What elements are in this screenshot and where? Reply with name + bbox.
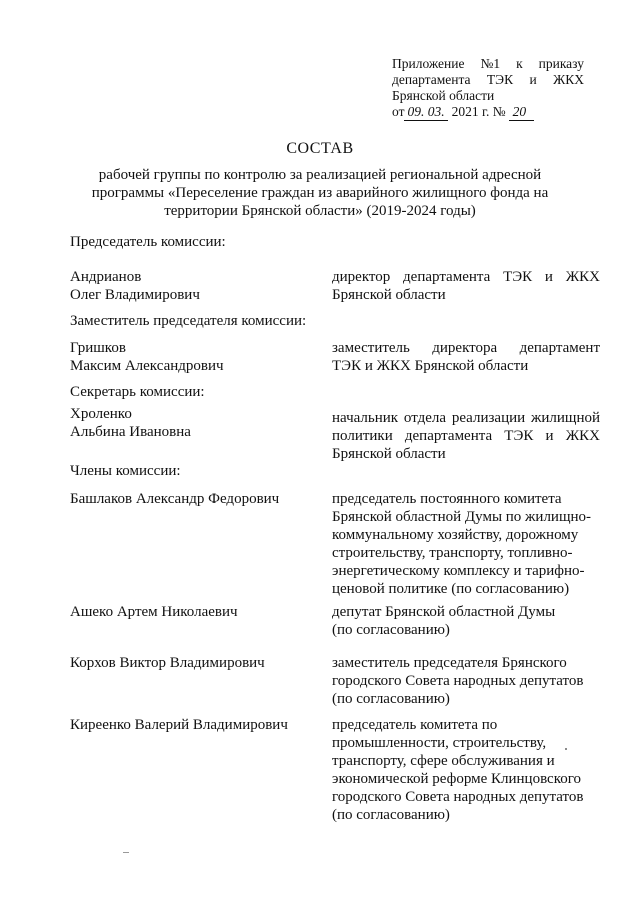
member-position: депутат Брянской областной Думы (по согласованию) (332, 604, 556, 638)
member-position: начальник отдела реализации жилищной политики департамента ТЭК и ЖКХ Брянской области (332, 410, 600, 462)
member-name: Хроленко Альбина Ивановна (70, 406, 191, 440)
section-deputy: Заместитель председателя комиссии: (70, 313, 307, 329)
member-position: заместитель директора департамент ТЭК и ЖКХ Брянской области (332, 340, 600, 374)
handwritten-date: 09. 03. (404, 104, 447, 121)
section-secretary: Секретарь комиссии: (70, 384, 205, 400)
document-subtitle: рабочей группы по контролю за реализацией региональной адресной программы «Переселение граждан из аварийного жилищного фонда на территории Брянской области» (2019-2024 годы) (91, 167, 549, 219)
appendix-line-2: департамента ТЭК и ЖКХ (392, 72, 584, 87)
member-name: Киреенко Валерий Владимирович (70, 717, 288, 733)
member-position: директор департамента ТЭК и ЖКХ Брянской области (332, 269, 600, 303)
member-name: Башлаков Александр Федорович (70, 491, 280, 507)
member-name: Андрианов Олег Владимирович (70, 269, 200, 303)
member-name: Ашеко Артем Николаевич (70, 604, 238, 620)
appendix-line-3: Брянской области (392, 88, 495, 103)
handwritten-order-number: 20 (509, 104, 535, 121)
appendix-line-1: Приложение №1 к приказу (392, 56, 584, 71)
member-position: заместитель председателя Брянского городского Совета народных депутатов (по согласованию) (332, 655, 584, 707)
scan-mark (123, 852, 129, 853)
section-members: Члены комиссии: (70, 463, 181, 479)
appendix-header (392, 56, 584, 121)
scan-speck (565, 748, 567, 750)
section-chairman: Председатель комиссии: (70, 234, 226, 250)
member-name: Корхов Виктор Владимирович (70, 655, 265, 671)
member-position: председатель постоянного комитета Брянской областной Думы по жилищно- коммунальному хозяйству, дорожному строительству, транспорту, топливно- энергетическому комплексу и тарифно- ценовой политике (по согласованию) (332, 491, 592, 597)
member-position: председатель комитета по промышленности, строительству, транспорту, сфере обслуживания и экономической реформе Клинцовского городского Совета народных депутатов (по согласованию) (332, 717, 584, 823)
member-name: Гришков Максим Александрович (70, 340, 224, 374)
document-title: СОСТАВ (286, 140, 354, 157)
appendix-date-line: от 09. 03. 2021 г. № 20 (392, 104, 584, 121)
